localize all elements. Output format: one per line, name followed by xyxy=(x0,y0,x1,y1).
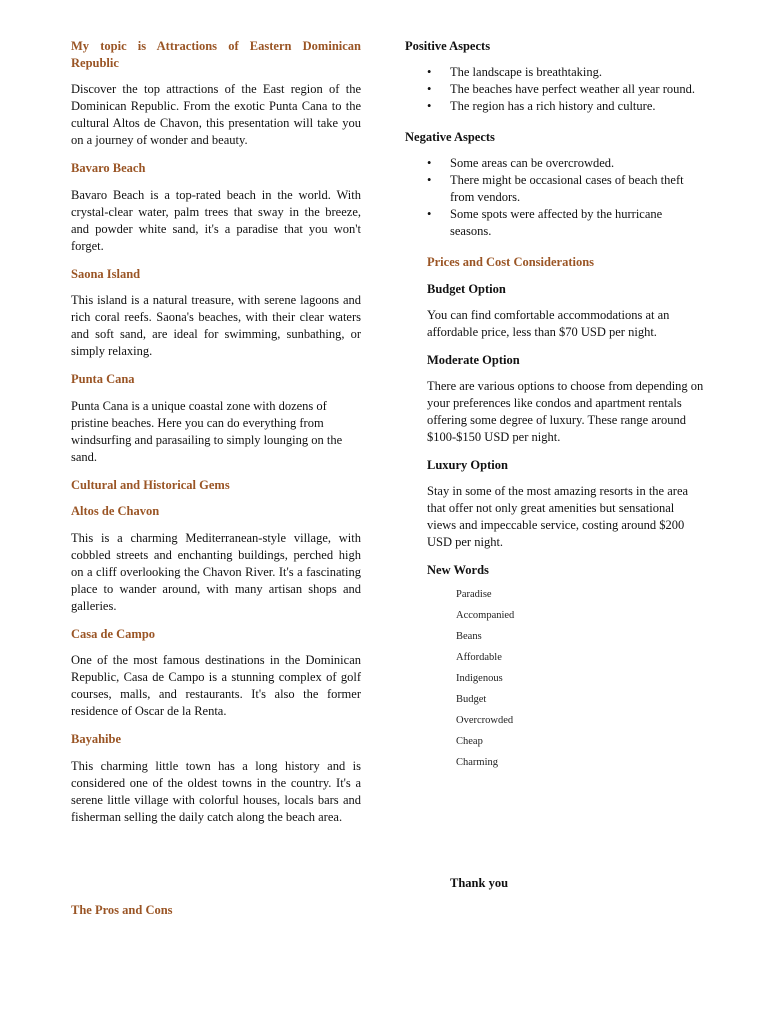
new-word-item: Cheap xyxy=(456,735,483,747)
new-word-item: Charming xyxy=(456,756,498,768)
saona-paragraph: This island is a natural treasure, with serene lagoons and rich coral reefs. Saona's beaches, with their clear waters and soft sand, are ideal for swimming, sunbathing, or simply relaxing. xyxy=(71,293,361,358)
altos-heading: Altos de Chavon xyxy=(71,504,160,518)
positive-aspect-item-text: The region has a rich history and culture. xyxy=(450,99,656,113)
positive-aspects-heading: Positive Aspects xyxy=(405,39,491,53)
negative-aspect-item xyxy=(405,206,705,240)
intro-paragraph: Discover the top attractions of the East region of the Dominican Republic. From the exotic Punta Cana to the cultural Altos de Chavon, this presentation will take you on a journey of wonder and beauty. xyxy=(71,82,361,147)
new-words-heading: New Words xyxy=(427,562,489,577)
bavaro-heading: Bavaro Beach xyxy=(71,161,146,175)
bavaro-paragraph: Bavaro Beach is a top-rated beach in the world. With crystal-clear water, palm trees that sway in the breeze, and powder white sand, it's a paradise that you won't forget. xyxy=(71,187,361,253)
new-word-item: Paradise xyxy=(456,588,492,600)
casa-de-campo-paragraph: One of the most famous destinations in the Dominican Republic, Casa de Campo is a stunning complex of golf courses, malls, and restaurants. It's also the former residence of Oscar de la Renta. xyxy=(71,653,361,718)
negative-aspects-list xyxy=(405,155,705,240)
positive-aspect-item xyxy=(405,64,705,81)
new-words-list xyxy=(456,588,705,770)
altos-paragraph: This is a charming Mediterranean-style village, with cobbled streets and enchanting buildings, perched high on a cliff overlooking the Chavon River. It's a fascinating place to wander around, with many artisan shops and galleries. xyxy=(71,530,361,613)
negative-aspect-item xyxy=(405,155,705,172)
bayahibe-paragraph: This charming little town has a long history and is considered one of the oldest towns in the country. It's a serene little village with colorful houses, locals bars and fisherman selling the daily catch along the beach area. xyxy=(71,758,361,824)
negative-aspects-heading: Negative Aspects xyxy=(405,130,495,144)
right-column xyxy=(405,38,705,777)
new-word-item: Beans xyxy=(456,630,482,642)
thank-you-text: Thank you xyxy=(450,875,509,890)
negative-aspect-item-text: Some areas can be overcrowded. xyxy=(450,156,615,170)
bullet-icon: • xyxy=(427,207,432,221)
topic-title: My topic is Attractions of Eastern Dominican Republic xyxy=(71,39,361,70)
bullet-icon: • xyxy=(427,65,432,79)
new-word-item: Overcrowded xyxy=(456,714,514,726)
bullet-icon: • xyxy=(427,156,432,170)
cultural-gems-heading: Cultural and Historical Gems xyxy=(71,477,230,492)
moderate-heading: Moderate Option xyxy=(427,352,520,367)
positive-aspect-item xyxy=(405,81,705,98)
bullet-icon: • xyxy=(427,82,432,96)
prices-section xyxy=(405,254,705,770)
new-word-item: Affordable xyxy=(456,651,502,663)
casa-de-campo-heading: Casa de Campo xyxy=(71,626,156,641)
new-word-item: Budget xyxy=(456,693,487,705)
luxury-paragraph: Stay in some of the most amazing resorts in the area that offer not only great amenities but sensational views and impeccable service, costing around $200 USD per night. xyxy=(427,483,689,549)
bullet-icon: • xyxy=(427,173,432,187)
new-word-item: Indigenous xyxy=(456,672,503,684)
bayahibe-heading: Bayahibe xyxy=(71,732,122,746)
punta-cana-paragraph: Punta Cana is a unique coastal zone with dozens of pristine beaches. Here you can do everything from windsurfing and parasailing to simply lounging on the sand. xyxy=(71,398,343,464)
negative-aspect-item-text: There might be occasional cases of beach theft from vendors. xyxy=(450,173,684,204)
positive-aspect-item-text: The beaches have perfect weather all year round. xyxy=(450,82,696,96)
punta-cana-heading: Punta Cana xyxy=(71,372,135,386)
pros-cons-heading: The Pros and Cons xyxy=(71,903,173,917)
budget-paragraph: You can find comfortable accommodations at an affordable price, less than $70 USD per night. xyxy=(427,307,670,339)
moderate-paragraph: There are various options to choose from depending on your preferences like condos and apartment rentals offering some degree of luxury. These range around $100-$150 USD per night. xyxy=(427,378,704,444)
positive-aspects-list xyxy=(405,64,705,115)
prices-heading: Prices and Cost Considerations xyxy=(427,255,595,269)
luxury-heading: Luxury Option xyxy=(427,457,508,472)
saona-heading: Saona Island xyxy=(71,266,141,281)
negative-aspect-item-text: Some spots were affected by the hurricane seasons. xyxy=(450,207,663,238)
budget-heading: Budget Option xyxy=(427,281,506,296)
positive-aspect-item-text: The landscape is breathtaking. xyxy=(450,65,603,79)
positive-aspect-item xyxy=(405,98,705,115)
negative-aspect-item xyxy=(405,172,705,206)
new-word-item: Accompanied xyxy=(456,609,515,621)
left-column xyxy=(71,38,361,837)
bullet-icon: • xyxy=(427,99,432,113)
